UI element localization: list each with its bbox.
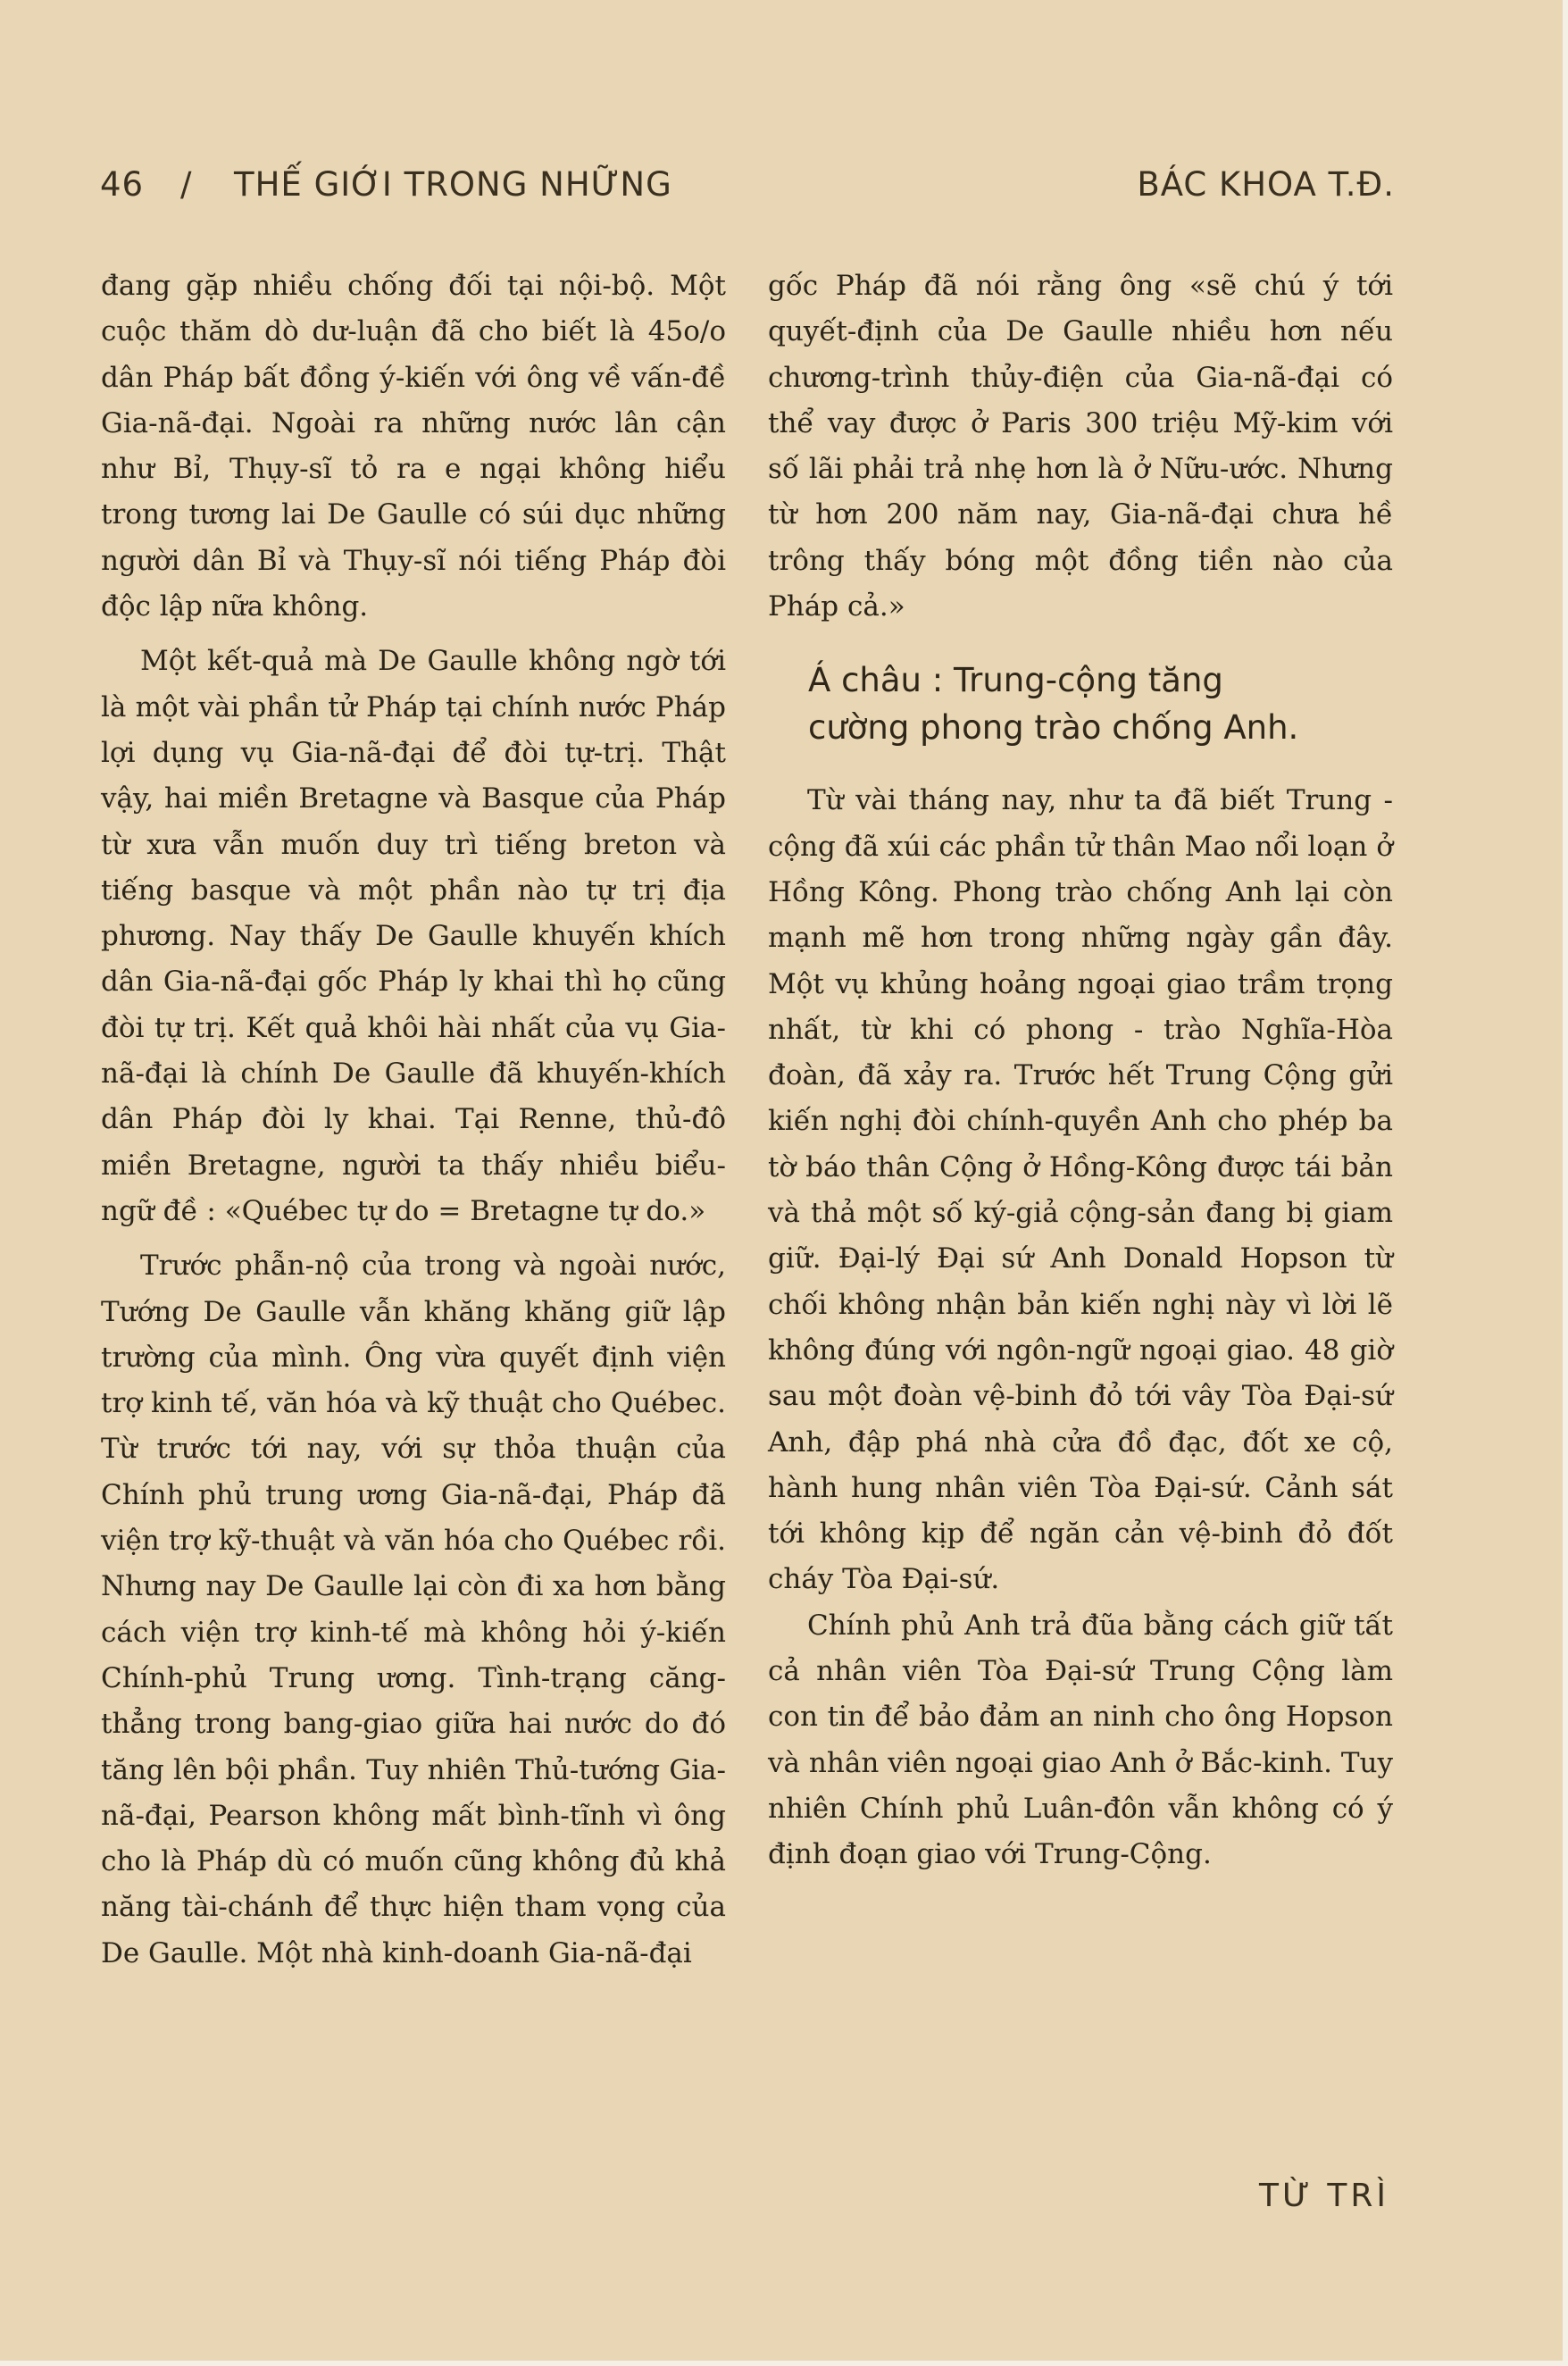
right-column <box>768 263 1393 1878</box>
left-paragraph-3: Trước phẫn-nộ của trong và ngoài nước, Tướng De Gaulle vẫn khăng khăng giữ lập trường của mình. Ông vừa quyết định viện trợ kinh tế, văn hóa và kỹ thuật cho Québec. Từ trước tới nay, với sự thỏa thuận của Chính phủ trung ương Gia-nã-đại, Pháp đã viện trợ kỹ-thuật và văn hóa cho Québec rồi. Nhưng nay De Gaulle lại còn đi xa hơn bằng cách viện trợ kinh-tế mà không hỏi ý-kiến Chính-phủ Trung ương. Tình-trạng căng-thẳng trong bang-giao giữa hai nước do đó tăng lên bội phần. Tuy nhiên Thủ-tướng Gia-nã-đại, Pearson không mất bình-tĩnh vì ông cho là Pháp dù có muốn cũng không đủ khả năng tài-chánh để thực hiện tham vọng của De Gaulle. Một nhà kinh-doanh Gia-nã-đại <box>101 1250 726 1969</box>
section-heading-line-2: cường phong trào chống Anh. <box>808 708 1299 748</box>
page-number: 46 <box>100 165 145 204</box>
page-edge-bottom <box>0 2361 1568 2366</box>
author-signature: TỪ TRÌ <box>1259 2178 1389 2214</box>
right-paragraph-3: Chính phủ Anh trả đũa bằng cách giữ tất cả nhân viên Tòa Đại-sứ Trung Cộng làm con tin để bảo đảm an ninh cho ông Hopson và nhân viên ngoại giao Anh ở Bắc-kinh. Tuy nhiên Chính phủ Luân-đôn vẫn không có ý định đoạn giao với Trung-Cộng. <box>768 1609 1393 1871</box>
left-paragraph-2: Một kết-quả mà De Gaulle không ngờ tới là một vài phần tử Pháp tại chính nước Pháp lợi dụng vụ Gia-nã-đại để đòi tự-trị. Thật vậy, hai miền Bretagne và Basque của Pháp từ xưa vẫn muốn duy trì tiếng breton và tiếng basque và một phần nào tự trị địa phương. Nay thấy De Gaulle khuyến khích dân Gia-nã-đại gốc Pháp ly khai thì họ cũng đòi tự trị. Kết quả khôi hài nhất của vụ Gia-nã-đại là chính De Gaulle đã khuyến-khích dân Pháp đòi ly khai. Tại Renne, thủ-đô miền Bretagne, người ta thấy nhiều biểu-ngữ đề : «Québec tự do = Bretagne tự do.» <box>101 645 726 1227</box>
left-column <box>101 263 726 1977</box>
section-heading-line-1: Á châu : Trung-cộng tăng <box>808 661 1223 700</box>
series-title: BÁC KHOA T.Đ. <box>1137 165 1395 204</box>
right-paragraph-1: gốc Pháp đã nói rằng ông «sẽ chú ý tới quyết-định của De Gaulle nhiều hơn nếu chương-trình thủy-điện của Gia-nã-đại có thể vay được ở Paris 300 triệu Mỹ-kim với số lãi phải trả nhẹ hơn là ở Nữu-ước. Nhưng từ hơn 200 năm nay, Gia-nã-đại chưa hề trông thấy bóng một đồng tiền nào của Pháp cả.» <box>768 270 1393 623</box>
section-heading <box>808 656 1393 751</box>
left-paragraph-1: đang gặp nhiều chống đối tại nội-bộ. Một cuộc thăm dò dư-luận đã cho biết là 45o/o dân Pháp bất đồng ý-kiến với ông về vấn-đề Gia-nã-đại. Ngoài ra những nước lân cận như Bỉ, Thụy-sĩ tỏ ra e ngại không hiểu trong tương lai De Gaulle có súi dục những người dân Bỉ và Thụy-sĩ nói tiếng Pháp đòi độc lập nữa không. <box>101 270 726 623</box>
book-title: THẾ GIỚI TRONG NHỮNG <box>234 165 672 204</box>
page-edge-right <box>1563 0 1568 2366</box>
running-header <box>100 165 1395 219</box>
right-paragraph-2: Từ vài tháng nay, như ta đã biết Trung - cộng đã xúi các phần tử thân Mao nổi loạn ở Hồng Kông. Phong trào chống Anh lại còn mạnh mẽ hơn trong những ngày gần đây. Một vụ khủng hoảng ngoại giao trầm trọng nhất, từ khi có phong - trào Nghĩa-Hòa đoàn, đã xảy ra. Trước hết Trung Cộng gửi kiến nghị đòi chính-quyền Anh cho phép ba tờ báo thân Cộng ở Hồng-Kông được tái bản và thả một số ký-giả cộng-sản đang bị giam giữ. Đại-lý Đại sứ Anh Donald Hopson từ chối không nhận bản kiến nghị này vì lời lẽ không đúng với ngôn-ngữ ngoại giao. 48 giờ sau một đoàn vệ-binh đỏ tới vây Tòa Đại-sứ Anh, đập phá nhà cửa đồ đạc, đốt xe cộ, hành hung nhân viên Tòa Đại-sứ. Cảnh sát tới không kịp để ngăn cản vệ-binh đỏ đốt cháy Tòa Đại-sứ. <box>768 784 1393 1596</box>
header-separator: / <box>180 165 193 204</box>
